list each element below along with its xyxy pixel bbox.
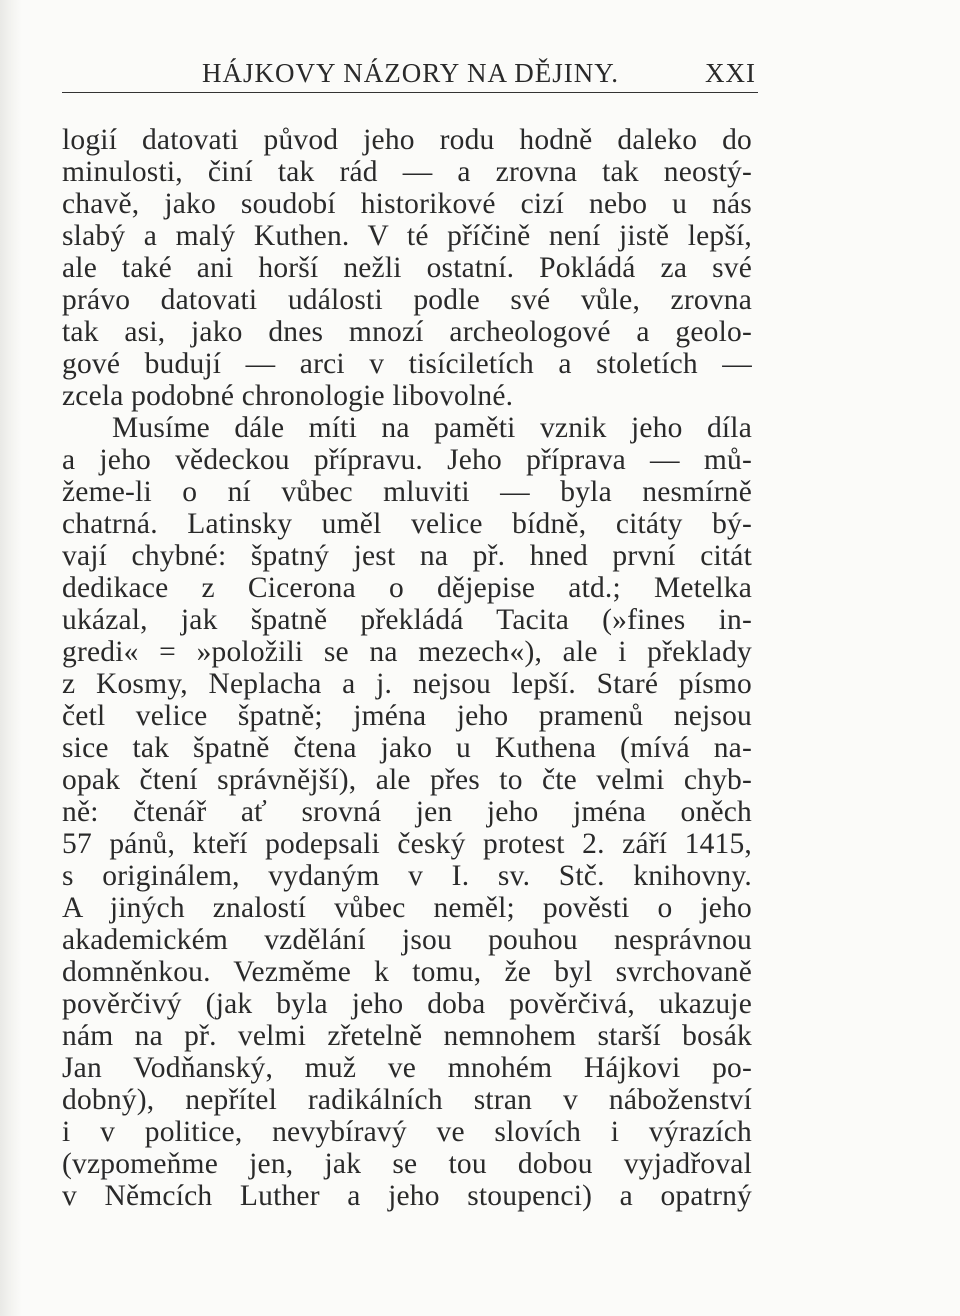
text-line: gredi« = »položili se na mezech«), ale i překlady bbox=[62, 636, 752, 668]
text-line: s originálem, vydaným v I. sv. Stč. knihovny. bbox=[62, 860, 752, 892]
running-header bbox=[62, 52, 758, 94]
text-line: žeme-li o ní vůbec mluviti — byla nesmírně bbox=[62, 476, 752, 508]
text-line: právo datovati události podle své vůle, zrovna bbox=[62, 284, 752, 316]
text-line: v Němcích Luther a jeho stoupenci) a opatrný bbox=[62, 1180, 752, 1212]
text-line: gové budují — arci v tisíciletích a stoletích — bbox=[62, 348, 752, 380]
page-edge-shadow bbox=[0, 0, 22, 1316]
running-title: HÁJKOVY NÁZORY NA DĚJINY. bbox=[202, 58, 620, 88]
text-line: chatrná. Latinsky uměl velice bídně, citáty bý- bbox=[62, 508, 752, 540]
text-line: dobný), nepřítel radikálních stran v náboženství bbox=[62, 1084, 752, 1116]
text-line: Jan Vodňanský, muž ve mnohém Hájkovi po- bbox=[62, 1052, 752, 1084]
text-line: ale také ani horší nežli ostatní. Pokládá za své bbox=[62, 252, 752, 284]
text-line: minulosti, činí tak rád — a zrovna tak neostý- bbox=[62, 156, 752, 188]
paragraph-first-line: Musíme dále míti na paměti vznik jeho díla bbox=[112, 412, 752, 444]
page-number: XXI bbox=[705, 58, 756, 88]
text-line: pověrčivý (jak byla jeho doba pověrčivá, ukazuje bbox=[62, 988, 752, 1020]
text-line: (vzpomeňme jen, jak se tou dobou vyjadřoval bbox=[62, 1148, 752, 1180]
text-line: 57 pánů, kteří podepsali český protest 2. září 1415, bbox=[62, 828, 752, 860]
text-line: četl velice špatně; jména jeho pramenů nejsou bbox=[62, 700, 752, 732]
text-line: ně: čtenář ať srovná jen jeho jména oněch bbox=[62, 796, 752, 828]
text-line: z Kosmy, Neplacha a j. nejsou lepší. Staré písmo bbox=[62, 668, 752, 700]
text-line: akademickém vzdělání jsou pouhou nesprávnou bbox=[62, 924, 752, 956]
text-line: i v politice, nevybíravý ve slovích i výrazích bbox=[62, 1116, 752, 1148]
paragraph-last-line: zcela podobné chronologie libovolné. bbox=[62, 380, 514, 412]
text-line: slabý a malý Kuthen. V té příčině není jistě lepší, bbox=[62, 220, 752, 252]
text-line: logií datovati původ jeho rodu hodně daleko do bbox=[62, 124, 752, 156]
text-line: A jiných znalostí vůbec neměl; pověsti o jeho bbox=[62, 892, 752, 924]
text-line: ukázal, jak špatně překládá Tacita (»fines in- bbox=[62, 604, 752, 636]
text-line: dedikace z Cicerona o dějepise atd.; Metelka bbox=[62, 572, 752, 604]
header-rule bbox=[62, 92, 758, 93]
text-line: domněnkou. Vezměme k tomu, že byl svrchovaně bbox=[62, 956, 752, 988]
text-line: tak asi, jako dnes mnozí archeologové a geolo- bbox=[62, 316, 752, 348]
text-line: chavě, jako soudobí historikové cizí nebo u nás bbox=[62, 188, 752, 220]
body-text bbox=[62, 124, 752, 1212]
text-line: opak čtení správnější), ale přes to čte velmi chyb- bbox=[62, 764, 752, 796]
text-line: a jeho vědeckou přípravu. Jeho příprava — mů- bbox=[62, 444, 752, 476]
text-line: vají chybné: špatný jest na př. hned první citát bbox=[62, 540, 752, 572]
text-line: sice tak špatně čtena jako u Kuthena (mívá na- bbox=[62, 732, 752, 764]
text-line: nám na př. velmi zřetelně nemnohem starší bosák bbox=[62, 1020, 752, 1052]
